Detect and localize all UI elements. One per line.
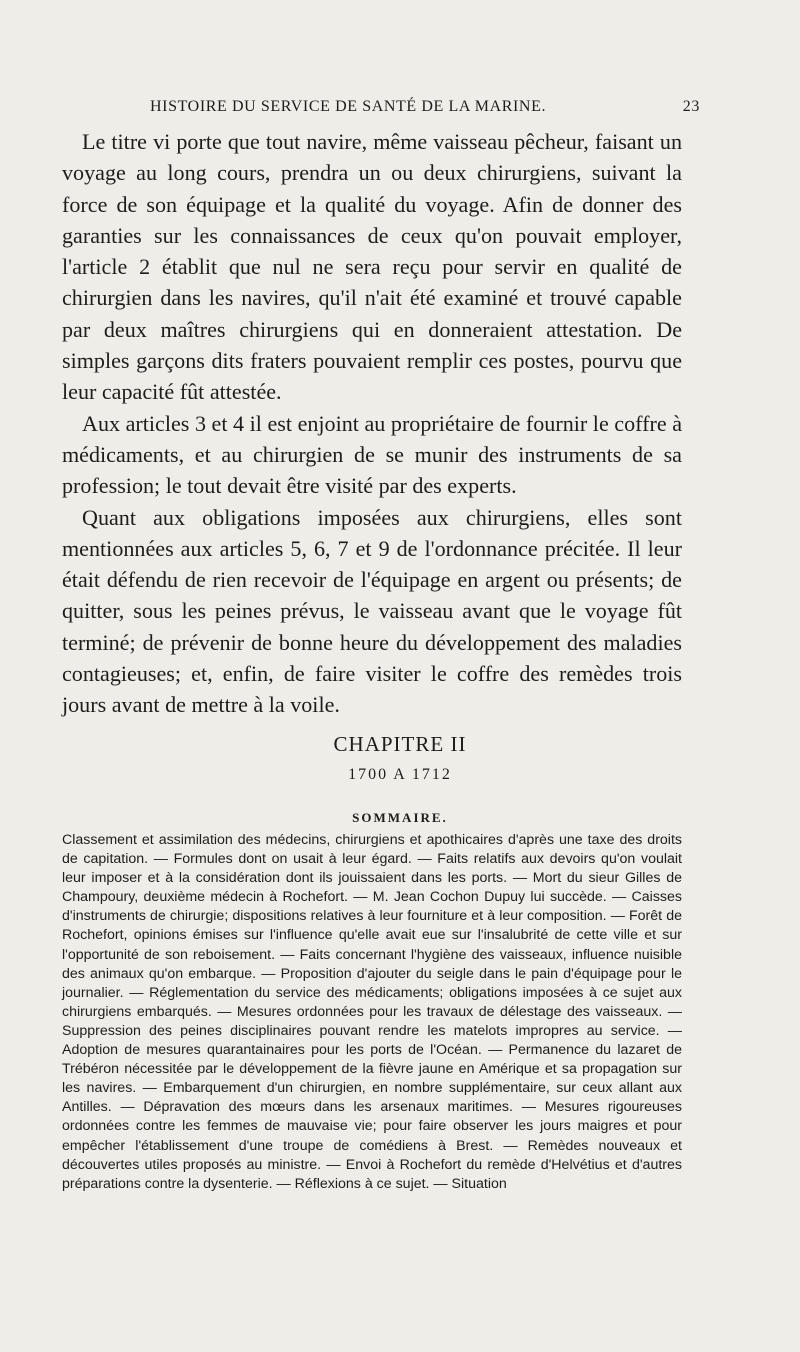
- sommaire-text: Classement et assimilation des médecins, chirurgiens et apothicaires d'après une taxe des droits de capitation. — Formules dont on usait à leur égard. — Faits relatifs aux devoirs qu'on voulait leur imposer et à la considération dont ils jouissaient dans les ports. — Mort du sieur Gilles de Champoury, deuxième médecin à Rochefort. — M. Jean Cochon Dupuy lui succède. — Caisses d'instruments de chirurgie; dispositions relatives à leur fourniture et à leur composition. — Forêt de Rochefort, opinions émises sur l'influence qu'elle avait eue sur l'insalubrité de cette ville et sur l'opportunité de son reboisement. — Faits concernant l'hygiène des vaisseaux, influence nuisible des animaux qu'on embarque. — Proposition d'ajouter du seigle dans le pain d'équipage pour le journalier. — Réglementation du service des médicaments; obligations imposées à ce sujet aux chirurgiens embarqués. — Mesures ordonnées pour les travaux de délestage des vaisseaux. — Suppression des peines disciplinaires pouvant rendre les matelots impropres au service. — Adoption de mesures quarantainaires pour les ports de l'Océan. — Permanence du lazaret de Trébéron nécessitée par le développement de la fièvre jaune en Amérique et sa propagation sur les navires. — Embarquement d'un chirurgien, en nombre supplémentaire, sur ceux allant aux Antilles. — Dépravation des mœurs dans les arsenaux maritimes. — Mesures rigoureuses ordonnées contre les femmes de mauvaise vie; pour faire observer les jours maigres et pour empêcher l'établissement d'une troupe de comédiens à Brest. — Remèdes nouveaux et découvertes utiles proposés au ministre. — Envoi à Rochefort du remède d'Helvétius et d'autres préparations contre la dysenterie. — Réflexions à ce sujet. — Situation: [62, 832, 682, 1192]
- chapter-years: 1700 A 1712: [348, 766, 452, 783]
- running-title: HISTOIRE DU SERVICE DE SANTÉ DE LA MARINE.: [150, 98, 547, 115]
- sommaire-heading: SOMMAIRE.: [352, 810, 448, 825]
- paragraph-3: Quant aux obligations imposées aux chirurgiens, elles sont mentionnées aux articles 5, 6, 7 et 9 de l'ordonnance précitée. Il leur était défendu de rien recevoir de l'équipage en argent ou présents; de quitter, sous les peines prévus, le vaisseau avant que le voyage fût terminé; de prévenir de bonne heure du développement des maladies contagieuses; et, enfin, de faire visiter le coffre des remèdes trois jours avant de mettre à la voile.: [62, 504, 682, 718]
- paragraph-2: Aux articles 3 et 4 il est enjoint au propriétaire de fournir le coffre à médicaments, et au chirurgien de se munir des instruments de sa profession; le tout devait être visité par des experts.: [62, 410, 682, 499]
- page-number: 23: [682, 98, 700, 115]
- page-header: [150, 98, 700, 116]
- paragraph-1: Le titre vi porte que tout navire, même vaisseau pêcheur, faisant un voyage au long cours, prendra un ou deux chirurgiens, suivant la force de son équipage et la qualité du voyage. Afin de donner des garanties sur les connaissances de ceux qu'on pouvait employer, l'article 2 établit que nul ne sera reçu pour servir en qualité de chirurgien dans les navires, qu'il n'ait été examiné et trouvé capable par deux maîtres chirurgiens qui en donneraient attestation. De simples garçons dits fraters pouvaient remplir ces postes, pourvu que leur capacité fût attestée.: [62, 129, 682, 405]
- chapter-title: CHAPITRE II: [333, 732, 467, 756]
- body-text: [62, 126, 682, 721]
